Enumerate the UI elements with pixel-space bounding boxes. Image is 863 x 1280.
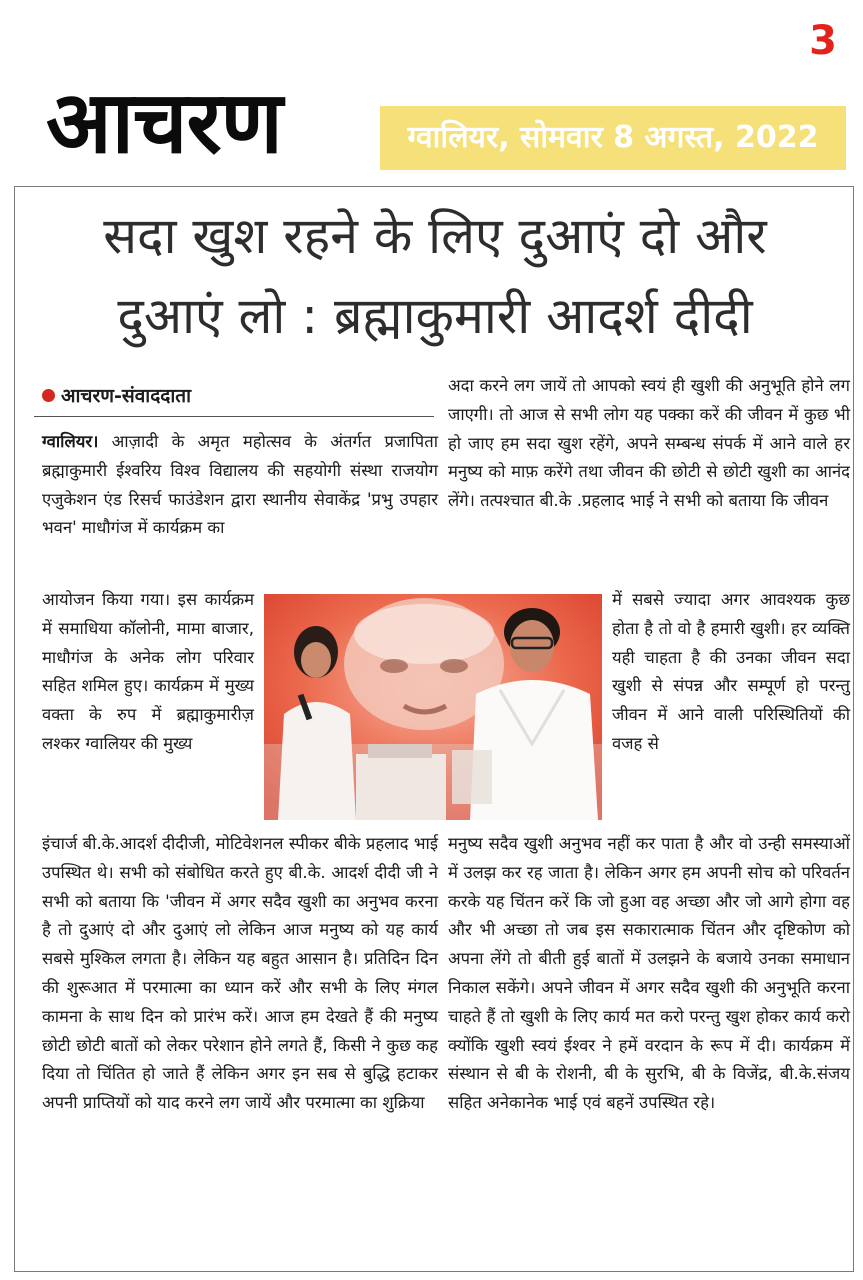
article-text-col2-bottom: मनुष्य सदैव खुशी अनुभव नहीं कर पाता है और वो उन्ही समस्याओं में उलझ कर रह जाता है। लेकिन अगर हम अपनी सोच को परिवर्तन करके यह चिंतन करें कि जो हुआ वह अच्छा और जो आगे होगा वह और भी अच्छा तो जब इस सकारात्माक चिंतन और दृष्टिकोण को अपना लेंगे तो बीती हुई बातों में उलझने के बजाये उनका समाधान निकाल सकेंगे। अपने जीवन में अगर सदैव खुशी की अनुभूति करना चाहते हैं तो खुशी के लिए कार्य मत करो परन्तु खुश होकर कार्य करो क्योंकि खुशी स्वयं ईश्वर ने हमें वरदान के रूप में दी। कार्यक्रम में संस्थान से बी के रोशनी, बी के सुरभि, बी के विजेंद्र, बी.के.संजय सहित अनेकानेक भाई एवं बहनें उपस्थित रहे।	[448, 834, 850, 1113]
event-photo	[264, 594, 602, 820]
article-text-col1-top: आज़ादी के अमृत महोत्सव के अंतर्गत प्रजापिता ब्रह्माकुमारी ईश्वरिय विश्व विद्यालय की सहयोगी संस्था राजयोग एजुकेशन एंड रिसर्च फाउंडेशन द्वारा स्थानीय सेवाकेंद्र 'प्रभु उपहार भवन' माधौगंज में कार्यक्रम का	[42, 432, 438, 538]
article-col1-bottom	[42, 830, 438, 1118]
dateline: ग्वालियर, सोमवार 8 अगस्त, 2022	[380, 106, 846, 170]
headline-line-1: सदा खुश रहने के लिए दुआएं दो और	[103, 207, 767, 265]
article-text-col2-mid: में सबसे ज्यादा अगर आवश्यक कुछ होता है तो वो है हमारी खुशी। हर व्यक्ति यही चाहता है की उनका जीवन सदा खुशी से संपन्न और सम्पूर्ण हो परन्तु जीवन में आने वाली परिस्थितियों की वजह से	[612, 590, 850, 753]
dateline-lead: ग्वालियर।	[42, 432, 99, 451]
article-col2-bottom	[448, 830, 850, 1118]
event-photo-illustration	[264, 594, 602, 820]
article-text-col2-top: अदा करने लग जायें तो आपको स्वयं ही खुशी की अनुभूति होने लग जाएगी। तो आज से सभी लोग यह पक्का करें की जीवन में कुछ भी हो जाए हम सदा खुश रहेंगे, अपने सम्बन्ध संपर्क में आने वाले हर मनुष्य को माफ़ करेंगे तथा जीवन की छोटी से छोटी खुशी का आनंद लेंगे। तत्पश्चात बी.के .प्रहलाद भाई ने सभी को बताया कि जीवन	[448, 376, 850, 511]
article-text-col1-mid: आयोजन किया गया। इस कार्यक्रम में समाधिया कॉलोनी, मामा बाजार, माधौगंज के अनेक लोग परिवार सहित शमिल हुए। कार्यक्रम में मुख्य वक्ता के रुप में ब्रह्माकुमारीज़ लश्कर ग्वालियर की मुख्य	[42, 590, 254, 753]
headline	[20, 196, 850, 356]
newspaper-masthead: आचरण	[46, 73, 282, 173]
article-col1-top	[42, 428, 438, 543]
article-col2-mid	[612, 586, 850, 759]
headline-line-2: दुआएं लो : ब्रह्माकुमारी आदर्श दीदी	[117, 287, 753, 345]
article-col2-top	[448, 372, 850, 516]
byline-text: आचरण-संवाददाता	[61, 385, 192, 407]
bullet-dot-icon	[42, 389, 55, 402]
page-number: 3	[809, 18, 837, 64]
article-col1-mid	[42, 586, 254, 759]
byline-rule	[34, 416, 434, 417]
article-text-col1-bottom: इंचार्ज बी.के.आदर्श दीदीजी, मोटिवेशनल स्पीकर बीके प्रहलाद भाई उपस्थित थे। सभी को संबोधित करते हुए बी.के. आदर्श दीदी जी ने सभी को बताया कि 'जीवन में अगर सदैव खुशी का अनुभव करना है तो दुआएं दो और दुआएं लो लेकिन आज मनुष्य को यह कार्य सबसे मुश्किल लगता है। लेकिन यह बहुत आसान है। प्रतिदिन दिन की शुरूआत में परमात्मा का ध्यान करें और सभी के लिए मंगल कामना के साथ दिन को प्रारंभ करें। आज हम देखते हैं की मनुष्य छोटी छोटी बातों को लेकर परेशान होने लगते हैं, किसी ने कुछ कह दिया तो चिंतित हो जाते हैं लेकिन अगर इन सब से बुद्धि हटाकर अपनी प्राप्तियों को याद करने लग जायें और परमात्मा का शुक्रिया	[42, 834, 438, 1113]
byline	[42, 382, 191, 408]
